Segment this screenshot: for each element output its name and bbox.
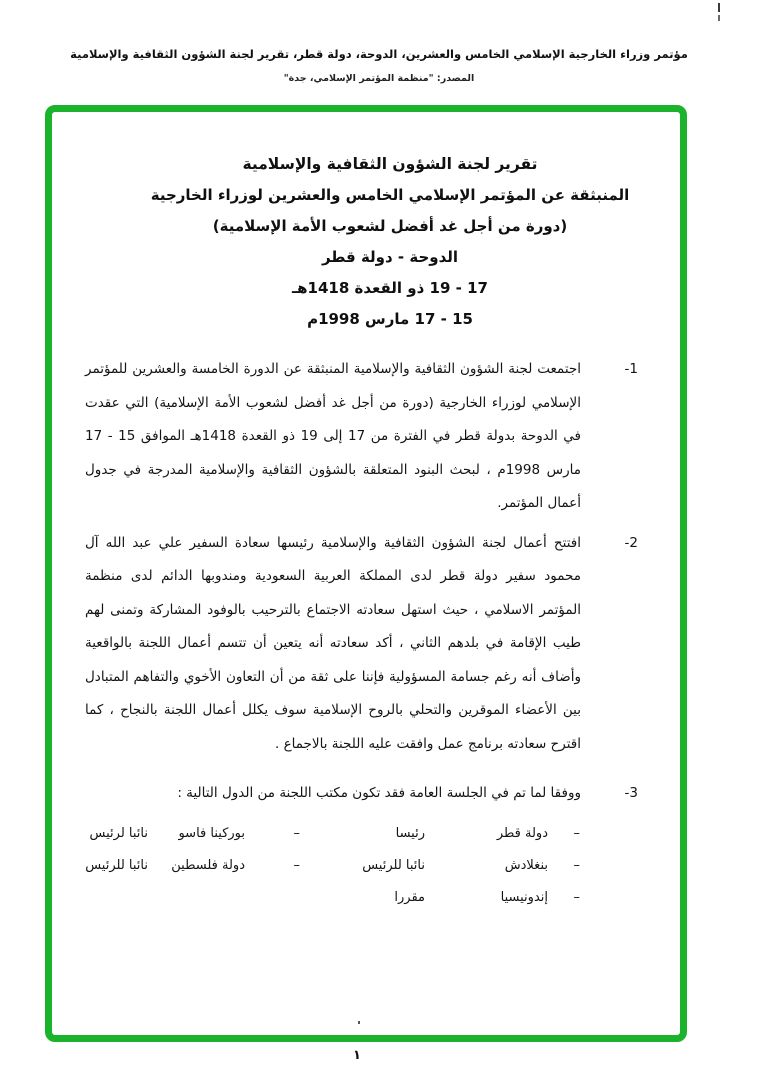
scan-artifact-mark xyxy=(718,3,721,21)
bureau-dash: – xyxy=(573,889,580,905)
bureau-country xyxy=(175,887,280,909)
bureau-dash xyxy=(280,887,300,909)
bureau-role: رئيسا xyxy=(395,825,425,841)
document-header-source: المصدر: "منظمة المؤتمر الإسلامي، جدة" xyxy=(283,73,475,84)
report-title-block xyxy=(80,149,700,335)
report-title-line: 15 - 17 مارس 1998م xyxy=(307,310,473,328)
bureau-role: نائبا للرئيس xyxy=(85,857,148,873)
bureau-country: إندونيسيا xyxy=(500,889,548,905)
bureau-spacer xyxy=(300,855,325,877)
paragraph-number: 2- xyxy=(624,534,638,551)
paragraph-text: ووفقا لما تم في الجلسة العامة فقد تكون مكتب اللجنة من الدول التالية : xyxy=(177,785,581,801)
paragraph-2 xyxy=(85,527,638,762)
paragraph-number: 3- xyxy=(624,785,638,801)
bureau-country: دولة قطر xyxy=(496,825,548,841)
page-number: ١ xyxy=(353,1048,361,1063)
paragraph-1 xyxy=(85,353,638,521)
paragraph-text: افتتح أعمال لجنة الشؤون الثقافية والإسلامية رئيسها سعادة السفير علي عبد الله آل محمود سفير دولة قطر لدى المملكة العربية السعودية ومندوبها الدائم لدى منظمة المؤتمر الاسلامي ، حيث استهل سعادته الاجتماع بالترحيب بالوفود المشاركة وتمنى لهم طيب الإقامة في بلدهم الثاني ، أكد سعادته أنه يتعين أن تتسم أعمال اللجنة بالواقعية وأضاف أنه رغم جسامة المسؤولية فإننا على ثقة من أن التعاون الأخوي والتفاهم المتبادل بين الأعضاء الموقرين والتحلي بالروح الإسلامية سوف يكلل أعمال اللجنة بالنجاح ، كما اقترح سعادته برنامج عمل وافقت عليه اللجنة بالاجماع . xyxy=(85,534,581,752)
report-title-line: تقرير لجنة الشؤون الثقافية والإسلامية xyxy=(242,155,538,173)
paragraph-number: 1- xyxy=(624,361,638,377)
report-body xyxy=(85,353,638,909)
bureau-spacer xyxy=(300,823,325,845)
bureau-country: دولة فلسطين xyxy=(171,857,245,873)
bureau-role: مقررا xyxy=(394,889,425,905)
report-title-line: الدوحة - دولة قطر xyxy=(321,248,459,266)
bureau-role: نائبا لرئيس xyxy=(89,825,148,841)
bureau-country: بنغلادش xyxy=(504,857,548,873)
report-title-line: (دورة من أجل غد أفضل لشعوب الأمة الإسلامية) xyxy=(212,217,568,235)
bureau-dash: – xyxy=(573,825,580,841)
bureau-dash: – xyxy=(293,825,300,841)
report-title-line: المنبثقة عن المؤتمر الإسلامي الخامس والعشرين لوزراء الخارجية xyxy=(150,186,630,204)
bureau-dash: – xyxy=(573,857,580,873)
paragraph-3 xyxy=(85,777,638,811)
paragraph-text: اجتمعت لجنة الشؤون الثقافية والإسلامية المنبثقة عن الدورة الخامسة والعشرين للمؤتمر الإسلامي لوزراء الخارجية (دورة من أجل غد أفضل لشعوب الأمة الإسلامية) التي عقدت في الدوحة بدولة قطر في الفترة من 17 إلى 19 ذو القعدة 1418هـ الموافق 15 - 17 مارس 1998م ، لبحث البنود المتعلقة بالشؤون الثقافية والإسلامية المدرجة في جدول أعمال المؤتمر. xyxy=(85,361,582,511)
report-title-line: 17 - 19 ذو القعدة 1418هـ xyxy=(292,279,488,297)
bureau-table xyxy=(60,823,580,909)
bureau-country: بوركينا فاسو xyxy=(178,825,245,841)
document-header-title: مؤتمر وزراء الخارجية الإسلامي الخامس والعشرين، الدوحة، دولة قطر، تقرير لجنة الشؤون الثقافية والإسلامية xyxy=(70,47,688,61)
bureau-role xyxy=(60,887,175,909)
bureau-dash: – xyxy=(293,857,300,873)
bureau-role: نائبا للرئيس xyxy=(362,857,425,873)
bureau-spacer xyxy=(300,887,325,909)
